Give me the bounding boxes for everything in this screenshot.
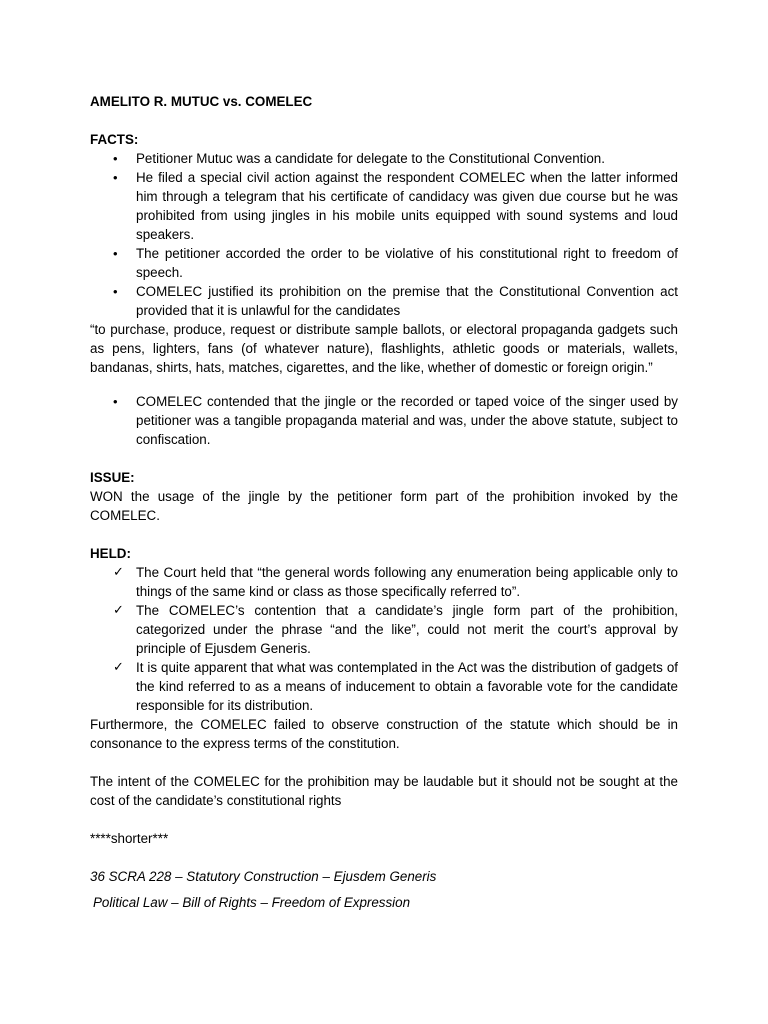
facts-list-continued — [90, 392, 678, 449]
checkmark-icon: ✓ — [113, 565, 124, 580]
list-item — [90, 563, 678, 601]
held-list — [90, 563, 678, 715]
intent-paragraph: The intent of the COMELEC for the prohibition may be laudable but it should not be sought at the cost of the candidate’s constitutional rights — [90, 774, 678, 808]
held-text: The Court held that “the general words following any enumeration being applicable only to things of the same kind or class as those specifically referred to”. — [136, 565, 678, 599]
held-heading: HELD: — [90, 546, 131, 561]
bullet-icon: • — [113, 170, 118, 185]
list-item — [90, 282, 678, 320]
list-item — [90, 392, 678, 449]
fact-text: He filed a special civil action against the respondent COMELEC when the latter informed him through a telegram that his certificate of candidacy was given due course but he was prohibited from using jingles in his mobile units equipped with sound systems and loud speakers. — [136, 170, 678, 242]
bullet-icon: • — [113, 246, 118, 261]
held-text: The COMELEC’s contention that a candidate’s jingle form part of the prohibition, categorized under the phrase “and the like”, could not merit the court’s approval by principle of Ejusdem Generis. — [136, 603, 678, 656]
bullet-icon: • — [113, 284, 118, 299]
list-item — [90, 658, 678, 715]
fact-text: COMELEC contended that the jingle or the recorded or taped voice of the singer used by petitioner was a tangible propaganda material and was, under the above statute, subject to confiscation. — [136, 394, 678, 447]
issue-text: WON the usage of the jingle by the petitioner form part of the prohibition invoked by the COMELEC. — [90, 489, 678, 523]
fact-text: Petitioner Mutuc was a candidate for delegate to the Constitutional Convention. — [136, 151, 605, 166]
document-page — [90, 92, 678, 912]
held-text: It is quite apparent that what was contemplated in the Act was the distribution of gadgets of the kind referred to as a means of inducement to obtain a favorable vote for the candidate responsible for its distribution. — [136, 660, 678, 713]
bullet-icon: • — [113, 151, 118, 166]
list-item — [90, 149, 678, 168]
shorter-label: ****shorter*** — [90, 831, 169, 846]
facts-list — [90, 149, 678, 320]
checkmark-icon: ✓ — [113, 660, 124, 675]
fact-text: COMELEC justified its prohibition on the premise that the Constitutional Convention act provided that it is unlawful for the candidates — [136, 284, 678, 318]
citation-line-2: Political Law – Bill of Rights – Freedom of Expression — [93, 895, 411, 910]
list-item — [90, 601, 678, 658]
statute-quote: “to purchase, produce, request or distribute sample ballots, or electoral propaganda gadgets such as pens, lighters, fans (of whatever nature), flashlights, athletic goods or materials, wallets, bandanas, shirts, hats, matches, cigarettes, and the like, whether of domestic or foreign origin.” — [90, 322, 678, 375]
issue-heading: ISSUE: — [90, 470, 135, 485]
bullet-icon: • — [113, 394, 118, 409]
furthermore-paragraph: Furthermore, the COMELEC failed to observe construction of the statute which should be in consonance to the express terms of the constitution. — [90, 717, 678, 751]
citation-line-1: 36 SCRA 228 – Statutory Construction – Ejusdem Generis — [90, 869, 437, 884]
fact-text: The petitioner accorded the order to be violative of his constitutional right to freedom of speech. — [136, 246, 678, 280]
list-item — [90, 168, 678, 244]
checkmark-icon: ✓ — [113, 603, 124, 618]
list-item — [90, 244, 678, 282]
facts-heading: FACTS: — [90, 132, 139, 147]
case-title: AMELITO R. MUTUC vs. COMELEC — [90, 94, 313, 109]
